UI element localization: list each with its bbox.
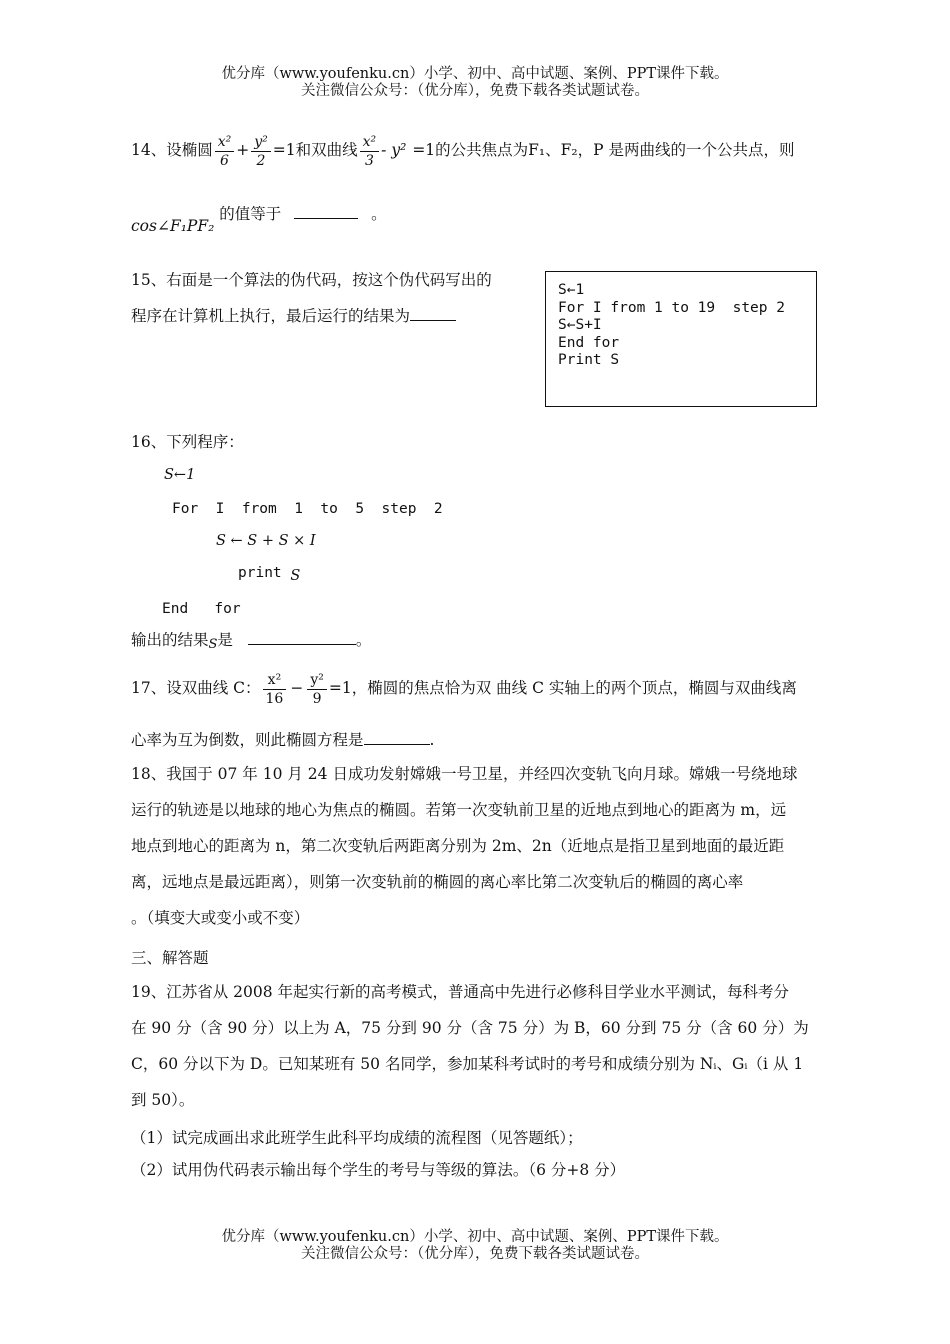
q14-fraction-y2-2: $\frac{\text{y²}}{2}$ — [251, 133, 271, 170]
header-line-1: 优分库（www.youfenku.cn）小学、初中、高中试题、案例、PPT课件下载。 — [221, 66, 729, 82]
question-14 — [131, 128, 794, 172]
q15-line-1: 15、右面是一个算法的伪代码，按这个伪代码写出的 — [131, 271, 492, 289]
q14-rest: 的公共焦点为F₁、F₂，P 是两曲线的一个公共点，则 — [435, 141, 795, 159]
q18-line: 运行的轨迹是以地球的地心为焦点的椭圆。若第一次变轨前卫星的近地点到地心的距离为 m，远 — [131, 801, 787, 819]
q16-line-end: End for — [162, 601, 241, 617]
q16-line-for: For I from 1 to 5 step 2 — [172, 501, 443, 517]
section-3-title: 三、解答题 — [131, 949, 209, 967]
q19-line: C，60 分以下为 D。已知某班有 50 名同学，参加某科考试时的考号和成绩分别为 Nᵢ、Gᵢ（i 从 1 — [131, 1055, 804, 1073]
question-15 — [131, 262, 492, 334]
q15-code-line: End for — [558, 334, 620, 351]
q17-fraction-x2-16: $\frac{\text{x²}}{16}$ — [263, 671, 287, 708]
q19-line: 到 50）。 — [131, 1091, 195, 1109]
footer-line-1: 优分库（www.youfenku.cn）小学、初中、高中试题、案例、PPT课件下载。 — [221, 1229, 729, 1245]
q14-cos-expression: cos∠F₁PF₂ — [131, 217, 215, 235]
q15-line-2: 程序在计算机上执行，最后运行的结果为 — [131, 298, 492, 334]
header-line-2: 关注微信公众号：（优分库），免费下载各类试题试卷。 — [301, 83, 649, 99]
q15-code-line: For I from 1 to 19 step 2 — [558, 299, 785, 316]
q16-line-print: print S — [238, 565, 301, 584]
page-footer — [0, 1229, 950, 1263]
q17-answer-blank — [364, 730, 430, 745]
q16-output-line: 输出的结果S是 。 — [131, 631, 372, 652]
question-18 — [131, 756, 831, 936]
q14-end: 。 — [371, 205, 387, 223]
q19-sub-2: （2）试用伪代码表示输出每个学生的考号与等级的算法。（6 分+8 分） — [131, 1161, 626, 1179]
q15-pseudocode-box — [545, 271, 817, 407]
q15-code-line: S←1 — [558, 282, 585, 298]
footer-line-2: 关注微信公众号：（优分库），免费下载各类试题试卷。 — [301, 1246, 649, 1262]
q18-line: 地点到地心的距离为 n，第二次变轨后两距离分别为 2m、2n（近地点是指卫星到地面的最近距 — [131, 837, 785, 855]
q17-line-2: 心率为互为倒数，则此椭圆方程是 . — [131, 731, 435, 749]
q14-fraction-x2-3: $\frac{\text{x²}}{3}$ — [360, 133, 380, 170]
question-19 — [131, 974, 831, 1118]
q18-line: 18、我国于 07 年 10 月 24 日成功发射嫦娥一号卫星，并经四次变轨飞向月球。嫦娥一号绕地球 — [131, 765, 798, 783]
q18-line: 。（填变大或变小或不变） — [131, 909, 310, 927]
q15-code-line: S←S+I — [558, 317, 602, 333]
q15-code-line: Print S — [558, 352, 620, 368]
q14-line-2 — [131, 204, 387, 235]
q14-and-hyperbola: 和双曲线 — [295, 141, 358, 159]
q16-line-s-init: S←1 — [164, 467, 196, 483]
page-header — [0, 66, 950, 100]
q14-answer-blank — [294, 204, 358, 219]
q16-title: 16、下列程序： — [131, 433, 244, 451]
q19-line: 19、江苏省从 2008 年起实行新的高考模式，普通高中先进行必修科目学业水平测试，每科考分 — [131, 983, 790, 1001]
q19-sub-1: （1）试完成画出求此班学生此科平均成绩的流程图（见答题纸）； — [131, 1129, 583, 1147]
question-17: 17、设双曲线 C： $\frac{\text{x²}}{16}$ − $\frac{\text{y²}}{9}$ =1，椭圆的焦点恰为双 曲线 C 实轴上的两个顶点，椭圆与双曲线离 — [131, 671, 797, 707]
q14-plus: + — [236, 141, 250, 159]
q16-line-assign: S ← S + S × I — [216, 533, 316, 549]
q15-answer-blank — [410, 306, 456, 321]
q14-equals-1: =1 — [272, 141, 296, 159]
q14-number: 14、设椭圆 — [131, 141, 213, 159]
q14-value-text: 的值等于 — [219, 205, 282, 223]
q19-line: 在 90 分（含 90 分）以上为 A，75 分到 90 分（含 75 分）为 B，60 分到 75 分（含 60 分）为 — [131, 1019, 809, 1037]
q14-fraction-x2-6: $\frac{\text{x²}}{6}$ — [215, 133, 235, 170]
q16-answer-blank — [248, 630, 356, 645]
q17-fraction-y2-9: $\frac{\text{y²}}{9}$ — [307, 671, 327, 708]
q18-line: 离，远地点是最远距离），则第一次变轨前的椭圆的离心率比第二次变轨后的椭圆的离心率 — [131, 873, 744, 891]
q14-equals-2: =1 — [412, 141, 436, 159]
q14-minus-y2: - y² — [381, 141, 407, 159]
